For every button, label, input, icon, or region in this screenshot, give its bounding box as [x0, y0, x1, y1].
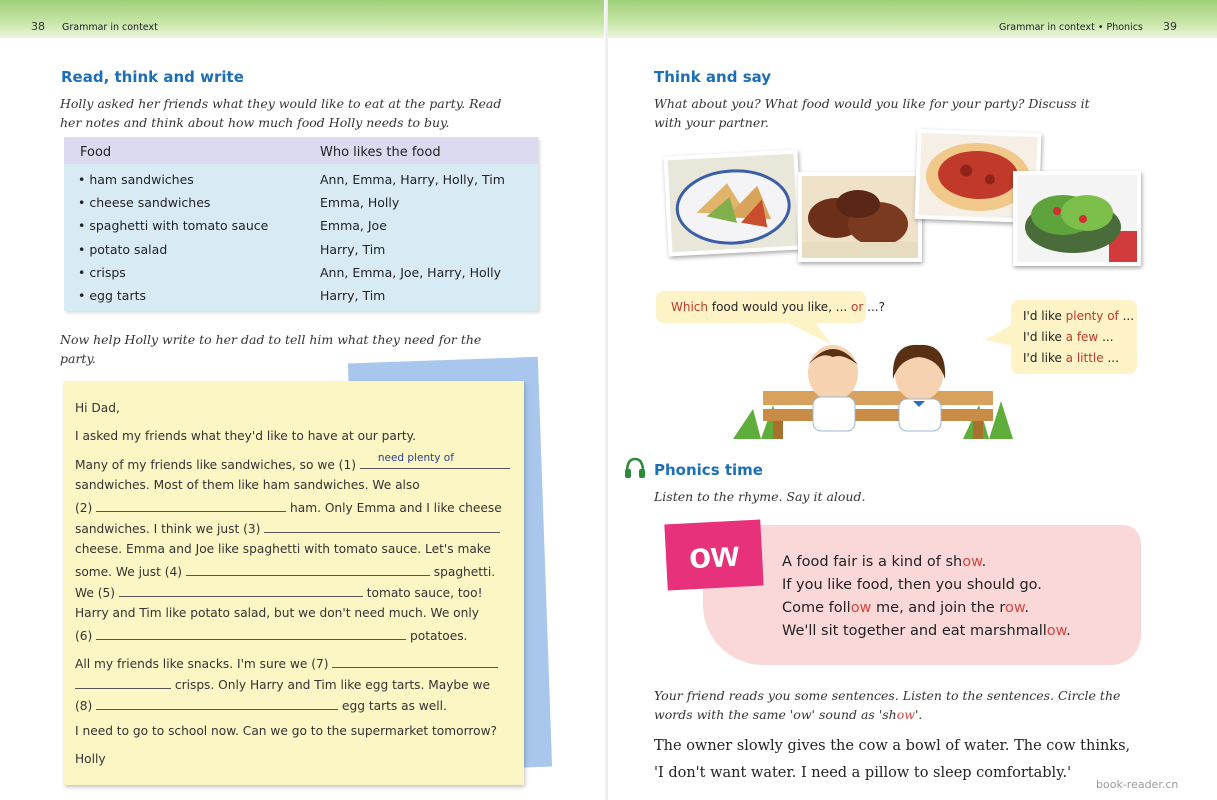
task-text: '. [914, 707, 923, 722]
letter-text: some. We just (4) [75, 565, 183, 579]
food-cell: • spaghetti with tomato sauce [78, 218, 269, 233]
letter-line: cheese. Emma and Joe like spaghetti with tomato sauce. Let's make [75, 542, 491, 556]
listening-sentence-1: The owner slowly gives the cow a bowl of water. The cow thinks, [654, 738, 1131, 754]
rhyme-text: We'll sit together and eat marshmall [782, 623, 1047, 639]
listening-sentence-2: 'I don't want water. I need a pillow to sleep comfortably.' [654, 765, 1072, 781]
letter-line [75, 676, 490, 692]
letter-line [75, 520, 500, 536]
left-header-banner [0, 0, 607, 38]
letter-text: egg tarts as well. [342, 699, 447, 713]
who-cell: Emma, Holly [320, 195, 400, 210]
bubble-text: food would you like, ... [711, 300, 852, 314]
who-cell: Emma, Joe [320, 218, 387, 233]
task-text: 'sh [878, 707, 897, 722]
rhyme-line [782, 600, 1029, 616]
left-page [0, 0, 607, 800]
blank-3[interactable] [264, 520, 500, 533]
answer-text: I'd like [1023, 309, 1066, 323]
blank-6[interactable] [96, 627, 406, 640]
who-cell: Harry, Tim [320, 288, 386, 303]
task-ow: 'ow' [789, 707, 815, 722]
rhyme-text: A food fair is a kind of sh [782, 554, 963, 570]
phonics-instruction: Listen to the rhyme. Say it aloud. [654, 489, 866, 504]
ow-label: ow [664, 520, 763, 591]
letter-text: crisps. Only Harry and Tim like egg tarts. Maybe we [174, 678, 490, 692]
letter-text: tomato sauce, too! [366, 586, 483, 600]
letter-line: I need to go to school now. Can we go to the supermarket tomorrow? [75, 724, 498, 738]
letter-text: (2) [75, 501, 93, 515]
task-text: words with the same [654, 707, 790, 722]
food-table-header [64, 137, 538, 164]
blank-7[interactable] [332, 655, 498, 668]
food-cell: • egg tarts [78, 288, 146, 303]
answer-text: ... [1098, 330, 1114, 344]
left-header-text: Grammar in context [62, 22, 158, 33]
food-cell: • ham sandwiches [78, 172, 194, 187]
blank-2[interactable] [96, 499, 286, 512]
letter-text: (8) [75, 699, 93, 713]
rhyme-ow: ow [962, 554, 982, 570]
sandwich-photo [663, 150, 802, 257]
food-cell: • cheese sandwiches [78, 195, 211, 210]
blank-8[interactable] [96, 697, 338, 710]
bench-seat [763, 409, 993, 421]
table-row [64, 239, 538, 262]
rhyme-ow: ow [1004, 600, 1025, 616]
table-row [64, 285, 538, 308]
keyword-plenty-of: plenty of [1065, 309, 1119, 323]
think-intro-line-1: What about you? What food would you like for your party? Discuss it [654, 96, 1090, 111]
food-cell: • crisps [78, 265, 126, 280]
right-page-number: 39 [1163, 20, 1177, 33]
letter-text: sandwiches. I think we just (3) [75, 522, 261, 536]
col-header-who: Who likes the food [320, 145, 441, 160]
task-ow-highlight: ow [896, 707, 915, 722]
letter-line: I asked my friends what they'd like to have at our party. [75, 429, 417, 443]
letter-text: (6) [75, 629, 93, 643]
answer-text: I'd like [1023, 351, 1066, 365]
task-line-2 [654, 705, 922, 724]
keyword-or: or [851, 300, 864, 314]
letter-signoff: Holly [75, 752, 106, 766]
letter-note [64, 381, 524, 785]
rhyme-ow: ow [1046, 623, 1067, 639]
rhyme-text: If you like food, then you should go. [782, 577, 1042, 593]
speech-bubble-question [656, 291, 885, 323]
letter-line [75, 563, 495, 579]
sandwich-image [663, 150, 802, 257]
keyword-which: Which [671, 300, 709, 314]
letter-line [75, 499, 502, 515]
boy-shirt [813, 397, 855, 431]
who-cell: Ann, Emma, Joe, Harry, Holly [320, 265, 502, 280]
rhyme-box [703, 525, 1141, 665]
letter-line [75, 627, 467, 643]
blank-7-cont[interactable] [75, 676, 171, 689]
headphones-icon [624, 456, 646, 480]
rhyme-text: . [981, 554, 987, 570]
intro-line-1: Holly asked her friends what they would like to eat at the party. Read [60, 96, 502, 111]
rhyme-text: Come foll [782, 600, 851, 616]
blank-5[interactable] [119, 584, 363, 597]
letter-text: ham. Only Emma and I like cheese [290, 501, 502, 515]
rhyme-ow: ow [850, 600, 872, 616]
food-cell: • potato salad [78, 242, 168, 257]
who-cell: Ann, Emma, Harry, Holly, Tim [320, 172, 505, 187]
letter-line: Harry and Tim like potato salad, but we don't need much. We only [75, 606, 479, 620]
instruction-line-1: Now help Holly write to her dad to tell him what they need for the [60, 332, 482, 347]
table-row [64, 215, 538, 238]
answer-line [1023, 309, 1134, 323]
letter-line [75, 452, 510, 472]
rhyme-text: . [1066, 623, 1071, 639]
letter-text: potatoes. [410, 629, 468, 643]
salad-image [1013, 171, 1141, 266]
food-table [64, 137, 538, 311]
keyword-a-few: a few [1065, 330, 1099, 344]
task-text: sound as [814, 707, 879, 722]
bubble-question-text [671, 300, 885, 314]
chicken-wings-image [798, 172, 922, 262]
right-page [608, 0, 1217, 800]
table-row [64, 192, 538, 215]
section-title-think-and-say: Think and say [654, 68, 772, 86]
letter-greeting: Hi Dad, [75, 401, 120, 415]
bench-back [763, 391, 993, 405]
bubble-text: ...? [863, 300, 885, 314]
children-on-bench-illustration [733, 335, 1023, 443]
rhyme-line [782, 577, 1042, 593]
rhyme-line [782, 554, 986, 570]
speech-bubble-answers [1011, 300, 1137, 374]
watermark: book-reader.cn [1096, 778, 1179, 791]
table-row [64, 262, 538, 285]
task-line-1: Your friend reads you some sentences. Listen to the sentences. Circle the [654, 688, 1121, 703]
right-header-text: Grammar in context • Phonics [999, 22, 1143, 33]
instruction-line-2: party. [60, 351, 96, 366]
answer-text: ... [1118, 309, 1135, 323]
letter-line: sandwiches. Most of them like ham sandwiches. We also [75, 478, 420, 492]
col-header-food: Food [80, 145, 112, 160]
left-page-number: 38 [31, 20, 45, 33]
letter-line [75, 655, 498, 671]
letter-text: spaghetti. [433, 565, 496, 579]
rhyme-line [782, 623, 1071, 639]
table-row [64, 169, 538, 192]
letter-text: All my friends like snacks. I'm sure we (7) [75, 657, 329, 671]
salad-photo [1013, 171, 1141, 266]
rhyme-text: . [1024, 600, 1029, 616]
section-title-phonics-time: Phonics time [654, 461, 763, 479]
letter-text: Many of my friends like sandwiches, so we (1) [75, 458, 356, 472]
blank-1[interactable] [360, 452, 510, 469]
answer-text: ... [1103, 351, 1119, 365]
letter-text: We (5) [75, 586, 115, 600]
rhyme-text: me, and join the r [871, 600, 1005, 616]
answer-line [1023, 330, 1114, 344]
answer-line [1023, 351, 1119, 365]
right-header-banner [608, 0, 1217, 38]
keyword-a-little: a little [1065, 351, 1104, 365]
letter-line [75, 697, 447, 713]
letter-line [75, 584, 483, 600]
chicken-wings-photo [798, 172, 922, 262]
section-title-read-think-write: Read, think and write [61, 68, 244, 86]
answer-text: I'd like [1023, 330, 1066, 344]
intro-line-2: her notes and think about how much food Holly needs to buy. [60, 115, 450, 130]
answer-1: need plenty of [377, 452, 454, 464]
who-cell: Harry, Tim [320, 242, 386, 257]
blank-4[interactable] [186, 563, 430, 576]
think-intro-line-2: with your partner. [654, 115, 769, 130]
